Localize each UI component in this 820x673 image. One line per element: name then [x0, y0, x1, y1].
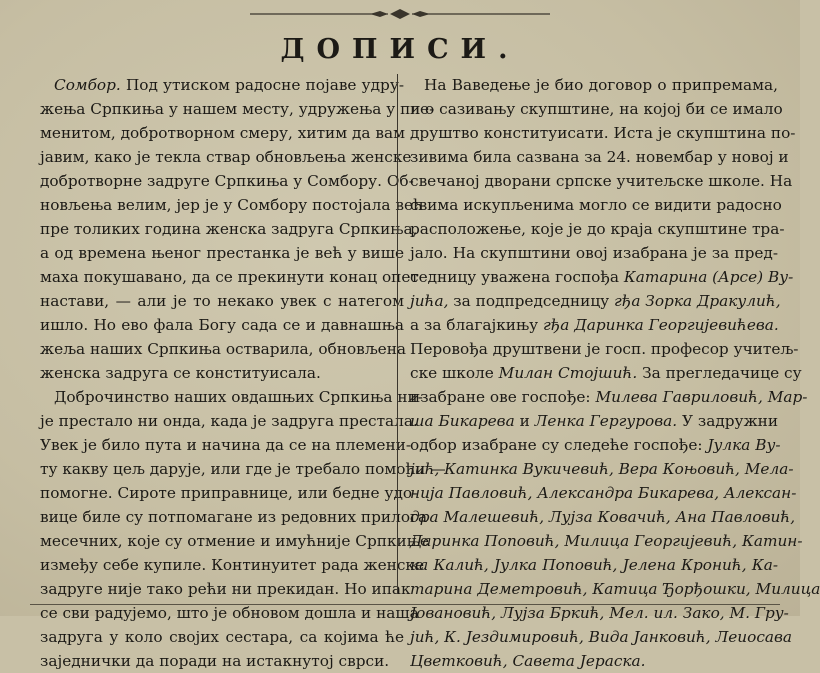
- italic-text: дра Малешевић, Лујза Ковачић, Ана Павловић,: [410, 508, 796, 526]
- body-text: жења Српкиња у нашем месту, удружења у пле-: [40, 100, 435, 118]
- body-text: новљења велим, јер је у Сомбору постојала већ: [40, 196, 423, 214]
- text-line: [40, 457, 446, 481]
- body-text: ишло. Но ево фала Богу сада се и давнашња: [40, 316, 404, 334]
- body-text: жеља наших Српкиња остварила, обновљена: [40, 340, 407, 358]
- italic-text: нија Павловић, Александра Бикарева, Алексан-: [410, 484, 797, 502]
- body-text: маха покушавано, да се прекинути конац опет: [40, 268, 419, 286]
- text-line: [410, 481, 797, 505]
- body-text: добротворне задруге Српкиња у Сомбору. Об-: [40, 172, 414, 190]
- body-text: се сви радујемо, што је обновом дошла и наша: [40, 604, 419, 622]
- text-line: [40, 313, 404, 337]
- italic-text: Јовановић, Лујза Бркић, Мел. ил. Зако, М. Гру-: [410, 604, 789, 622]
- bottom-rule: [30, 604, 780, 605]
- body-text: и: [514, 412, 535, 430]
- text-line: [40, 241, 404, 265]
- text-line: [40, 361, 404, 385]
- body-text: Перовођа друштвени је госп. професор учитељ-: [410, 340, 799, 358]
- body-text: за подпредседницу: [448, 292, 615, 310]
- text-line: [410, 433, 781, 457]
- body-text: заједнички да поради на истакнутој сврси.: [40, 652, 390, 670]
- italic-text: гђа Даринка Георгијевићева.: [543, 316, 779, 334]
- body-text: и о сазивању скупштине, на којој би се имало: [410, 100, 783, 118]
- text-line: [40, 409, 418, 433]
- body-text: друштво конституисати. Иста је скупштина по-: [410, 124, 796, 142]
- body-text: женска задруга се конституисала.: [40, 364, 321, 382]
- italic-text: јић, Катинка Вукичевић, Вера Коњовић, Мела-: [410, 460, 794, 478]
- section-title: ДОПИСИ.: [280, 34, 520, 65]
- text-line: [410, 97, 783, 121]
- body-text: а од времена њеног престанка је већ у више: [40, 244, 404, 262]
- text-line: [410, 457, 794, 481]
- text-line: [410, 529, 803, 553]
- text-line: [410, 409, 778, 433]
- ornament-rule: [250, 8, 550, 20]
- text-line: [40, 529, 429, 553]
- body-text: Увек је било пута и начина да се на племени-: [40, 436, 412, 454]
- italic-text: јић, К. Јездимировић, Вида Јанковић, Леиосава: [410, 628, 793, 646]
- text-line: [40, 505, 428, 529]
- body-text: а за благајкињу: [410, 316, 544, 334]
- body-text: изабране ове госпође:: [410, 388, 596, 406]
- body-text: јало. На скупштини овој изабрана је за пред-: [410, 244, 778, 262]
- text-line: [40, 289, 404, 313]
- text-line: [410, 337, 799, 361]
- text-line: [40, 169, 414, 193]
- text-line: [410, 169, 793, 193]
- italic-text: Цветковић, Савета Јераска.: [410, 652, 646, 670]
- text-line: [410, 145, 789, 169]
- body-text: месечних, које су отмение и имућније Српкиње: [40, 532, 429, 550]
- text-line: [40, 193, 423, 217]
- body-text: зивима била сазвана за 24. новембар у новој и: [410, 148, 789, 166]
- text-line: [40, 433, 412, 457]
- body-text: На Ваведење је био договор о припремама,: [424, 76, 778, 94]
- body-text: вице биле су потпомагане из редовних прилога: [40, 508, 428, 526]
- body-text: расположење, које је до краја скупштине тра-: [410, 220, 785, 238]
- text-line: [410, 289, 781, 313]
- text-line: [40, 97, 435, 121]
- italic-text: јића,: [410, 292, 449, 310]
- text-line: [410, 73, 778, 97]
- italic-text: Сомбор.: [54, 76, 121, 94]
- body-text: задруге није тако рећи ни прекидан. Но ипак: [40, 580, 411, 598]
- text-line: [410, 361, 802, 385]
- text-line: [40, 625, 404, 649]
- body-text: настави, — али је то некако увек с натегом: [40, 292, 404, 310]
- body-text: ске школе: [410, 364, 499, 382]
- text-line: [40, 337, 407, 361]
- body-text: помогне. Сироте приправнице, или бедне удо-: [40, 484, 418, 502]
- body-text: јавим, како је текла ствар обновљења женске: [40, 148, 412, 166]
- text-line: [410, 241, 778, 265]
- text-line: [40, 265, 419, 289]
- text-line: [40, 481, 418, 505]
- text-line: [410, 649, 778, 673]
- body-text: ту какву цељ дарује, или где је требало помоћи —: [40, 460, 446, 478]
- italic-text: тарина Деметровић, Катица Ђорђошки, Милица: [410, 580, 820, 598]
- text-line: [40, 649, 404, 673]
- text-line: [410, 313, 778, 337]
- italic-text: ша Бикарева: [410, 412, 515, 430]
- text-line: [410, 217, 785, 241]
- text-line: [40, 145, 412, 169]
- body-text: пре толиких година женска задруга Српкиња,: [40, 220, 418, 238]
- body-text: Под утиском радосне појаве удру-: [120, 76, 404, 94]
- italic-text: Милан Стојшић.: [498, 364, 638, 382]
- text-line: [410, 265, 794, 289]
- body-text: менитом, добротворном смеру, хитим да вам: [40, 124, 406, 142]
- text-line: [40, 385, 423, 409]
- text-line: [40, 577, 411, 601]
- text-line: [410, 121, 796, 145]
- text-line: [410, 385, 808, 409]
- text-line: [410, 505, 796, 529]
- body-text: је престало ни онда, када је задруга престала.: [40, 412, 418, 430]
- right-column: [410, 73, 820, 673]
- text-line: [40, 73, 404, 97]
- italic-text: гђа Зорка Дракулић,: [614, 292, 781, 310]
- body-text: одбор изабране су следеће госпође:: [410, 436, 708, 454]
- body-text: Доброчинство наших овдашњих Српкиња ни-: [54, 388, 423, 406]
- text-line: [410, 625, 793, 649]
- body-text: свечаној дворани српске учитељске школе. На: [410, 172, 793, 190]
- text-line: [40, 217, 418, 241]
- body-text: задруга у коло својих сестара, са којима ће: [40, 628, 404, 646]
- body-text: свима искупљенима могло се видити радосно: [410, 196, 782, 214]
- italic-text: Ленка Гергурова.: [534, 412, 678, 430]
- body-text: За прегледачице су: [637, 364, 802, 382]
- italic-text: ка Калић, Јулка Поповић, Јелена Кронић, Ка-: [410, 556, 778, 574]
- italic-text: Јулка Ву-: [707, 436, 781, 454]
- italic-text: Милева Гавриловић, Мар-: [595, 388, 808, 406]
- text-line: [410, 553, 778, 577]
- text-line: [410, 193, 782, 217]
- italic-text: Даринка Поповић, Милица Георгијевић, Катин-: [410, 532, 803, 550]
- text-line: [40, 553, 425, 577]
- body-text: У задружни: [677, 412, 779, 430]
- text-line: [40, 121, 404, 145]
- body-text: између себе купиле. Континуитет рада женске: [40, 556, 425, 574]
- body-text: седницу уважена госпођа: [410, 268, 624, 286]
- text-line: [410, 577, 820, 601]
- italic-text: Катарина (Арсе) Ву-: [623, 268, 794, 286]
- column-divider: [397, 74, 398, 594]
